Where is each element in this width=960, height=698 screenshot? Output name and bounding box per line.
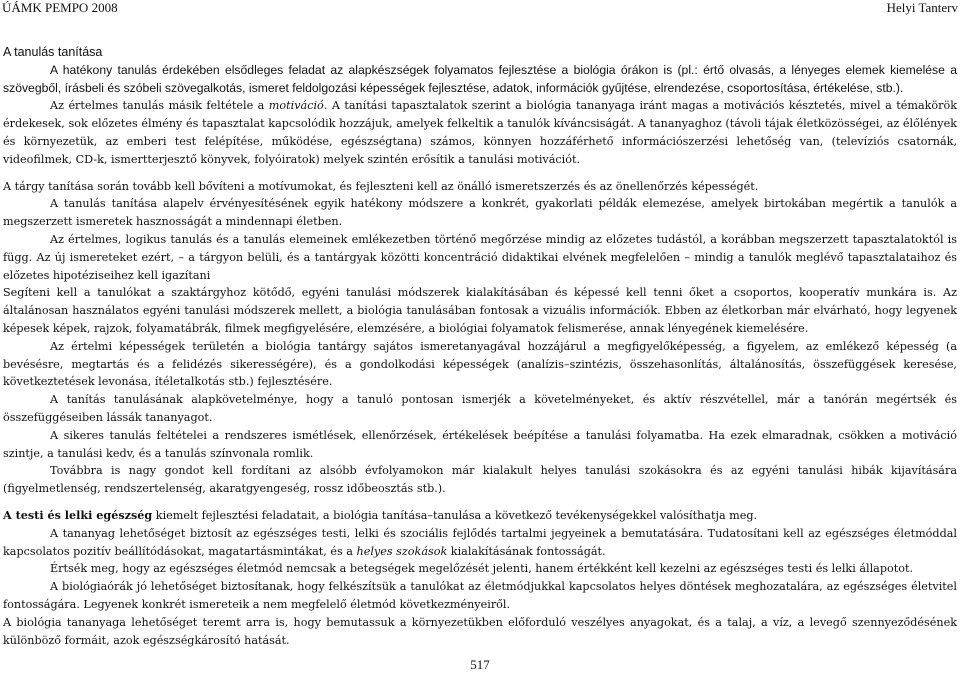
section-title-learning: A tanulás tanítása: [3, 45, 103, 59]
paragraph: [3, 97, 957, 168]
header-left-title: ÚÁMK PEMPO 2008: [2, 0, 118, 15]
document-body: [3, 44, 957, 649]
paragraph-lead: Az értelmes tanulás másik feltétele a: [50, 99, 269, 113]
paragraph: A biológiaórák jó lehetőséget biztosítanak, hogy felkészítsük a tanulókat az életmódjukkal kapcsolatos helyes döntések meghozatalára, az egészséges életvitel fontosságára. Legyenek konkrét ismereteik a nem megfelelő életmód következményeiről.: [3, 580, 957, 611]
emphasis-text: helyes szokások: [356, 544, 448, 558]
paragraph-rest: kiemelt fejlesztési feladatait, a biológia tanítása–tanulása a következő tevékenységekkel valósíthatja meg.: [152, 508, 758, 522]
paragraph: [3, 507, 957, 525]
paragraph: Értsék meg, hogy az egészséges életmód nemcsak a betegségek megelőzését jelenti, hanem értékként kell kezelni az egészséges testi és lelki állapotot.: [50, 562, 914, 576]
paragraph: A tanítás tanulásának alapkövetelménye, hogy a tanuló pontosan ismerjék a követelményeket, és aktív részvétellel, már a tanórán megértsék és összefüggéseiben lássák tananyagot.: [3, 393, 957, 424]
page-number: 517: [470, 657, 490, 672]
paragraph: Segíteni kell a tanulókat a szaktárgyhoz kötődő, egyéni tanulási módszerek kialakításában és képessé kell tenni őket a csoportos, kooperatív munkára is. Az általánosan használatos egyéni tanulási módszerek mellett, a biológia tanulásában fontosak a vizuális információk. Ebben az életkorban már elvárható, hogy legyenek képesek képek, rajzok, folyamatábrák, filmek megfigyelésére, elemzésére, a biológiai folyamatok felismerése, annak lényegének kiemelésére.: [3, 286, 957, 335]
paragraph: [3, 525, 957, 561]
emphasis-text: motiváció: [268, 99, 324, 113]
paragraph: Továbbra is nagy gondot kell fordítani az alsóbb évfolyamokon már kialakult helyes tanulási szokásokra és az egyéni tanulási hibák kijavítására (figyelmetlenség, rendszertelenség, akaratgyengeség, rossz időbeosztás stb.).: [3, 464, 957, 496]
paragraph: A sikeres tanulás feltételei a rendszeres ismétlések, ellenőrzések, értékelések beépítése a tanulási folyamatba. Ha ezek elmaradnak, csökken a motiváció szintje, a tanulási kedv, és a tanulás színvonala romlik.: [3, 428, 957, 460]
section-title-health: A testi és lelki egészség: [3, 507, 153, 522]
paragraph-lead: A tananyag lehetőséget biztosít az egészséges testi, lelki és szociális fejlődés tartalmi jegyeinek a bemutatására. Tudatosítani kell az egészséges életmóddal kapcsolatos pozitív beállítódásokat, magatartásmintákat, és a: [3, 526, 957, 558]
paragraph: A hatékony tanulás érdekében elsődleges feladat az alapkészségek folyamatos fejlesztése a biológia órákon is (pl.: értő olvasás, a lényeges elemek kiemelése a szövegből, írásbeli és szóbeli szövegalkotás, ismeret feldolgozási képességek fejlesztése, adatok, információk gyűjtése, elrendezése, csoportosítása, értékelése, stb.).: [3, 62, 957, 95]
paragraph: A biológia tananyaga lehetőséget teremt arra is, hogy bemutassuk a környezetükben előforduló veszélyes anyagokat, és a talaj, a víz, a levegő szennyeződésének különböző formáit, azok egészségkárosító hatását.: [3, 615, 957, 647]
paragraph-rest: kialakításának fontosságát.: [447, 544, 606, 558]
paragraph-rest: . A tanítási tapasztalatok szerint a biológia tananyaga iránt magas a motivációs késztetés, mivel a témakörök érdekesek, sok előzetes élmény és tapasztalat kapcsolódik hozzájuk, amelyek felkeltik a tanulók kíváncsiságát. A tananyaghoz (távoli tájak életközösségei, az élőlények és környezetük, az emberi test felépítése, működése, egészségtana) számos, könnyen hozzáférhető információszerzési lehetőség van, (televíziós csatornák, videofilmek, CD-k, ismertterjesztő könyvek, folyóiratok) melyek szintén erősítik a tanulási motivációt.: [3, 99, 958, 166]
running-header: [2, 0, 958, 18]
paragraph: A tanulás tanítása alapelv érvényesítésének egyik hatékony módszere a konkrét, gyakorlati példák elemezése, amelyek birtokában megértik a tanulók a megszerzett ismeretek hasznosságát a mindennapi életben.: [3, 197, 957, 229]
header-right-title: Helyi Tanterv: [886, 0, 958, 15]
paragraph: A tárgy tanítása során tovább kell bővíteni a motívumokat, és fejleszteni kell az önálló ismeretszerzés és az önellenőrzés képességét.: [3, 179, 759, 193]
paragraph: Az értelmes, logikus tanulás és a tanulás elemeinek emlékezetben történő megőrzése mindig az előzetes tudástól, a korábban megszerzett tapasztalatoktól is függ. Az új ismereteket ezért, – a tárgyon belüli, és a tantárgyak közötti koncentráció didaktikai elvének megfelelően – mindig a tanulók meglévő tapasztalataihoz és előzetes hipotéziseihez kell igazítani: [3, 232, 957, 282]
paragraph: Az értelmi képességek területén a biológia tantárgy sajátos ismeretanyagával hozzájárul a megfigyelőképesség, a figyelem, az emlékező képesség (a bevésésre, megtartás és a felidézés sikerességére), és a gondolkodási képességek (analízis–szintézis, összehasonlítás, általánosítás, összefüggések keresése, következtetések levonása, ítéletalkotás stb.) fejlesztésére.: [3, 339, 957, 389]
